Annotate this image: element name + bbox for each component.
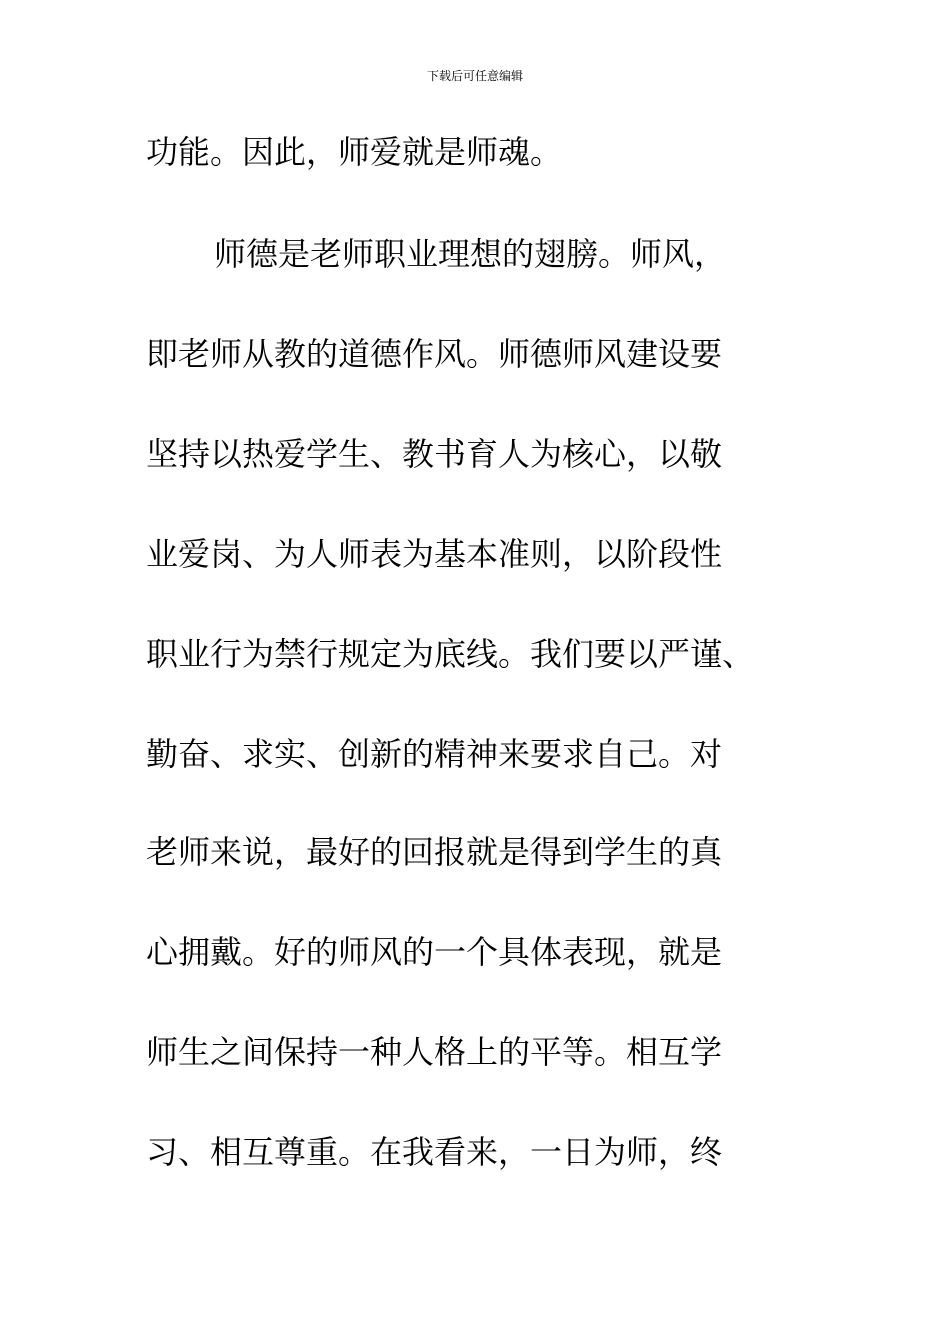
text-line-4: 坚持以热爱学生、教书育人为核心，以敬 — [146, 435, 723, 473]
text-line-5: 业爱岗、为人师表为基本准则，以阶段性 — [146, 535, 723, 573]
text-line-10: 师生之间保持一种人格上的平等。相互学 — [146, 1033, 723, 1071]
page-header: 下载后可任意编辑 — [426, 69, 523, 83]
text-line-2: 师德是老师职业理想的翅膀。师风， — [214, 235, 727, 273]
text-line-8: 老师来说，最好的回报就是得到学生的真 — [146, 833, 723, 871]
text-line-6: 职业行为禁行规定为底线。我们要以严谨、 — [146, 635, 755, 673]
text-line-7: 勤奋、求实、创新的精神来要求自己。对 — [146, 735, 723, 773]
text-line-9: 心拥戴。好的师风的一个具体表现，就是 — [146, 933, 723, 971]
text-line-11: 习、相互尊重。在我看来，一日为师，终 — [146, 1133, 723, 1171]
text-line-3: 即老师从教的道德作风。师德师风建设要 — [146, 335, 723, 373]
text-line-1: 功能。因此，师爱就是师魂。 — [146, 133, 563, 171]
